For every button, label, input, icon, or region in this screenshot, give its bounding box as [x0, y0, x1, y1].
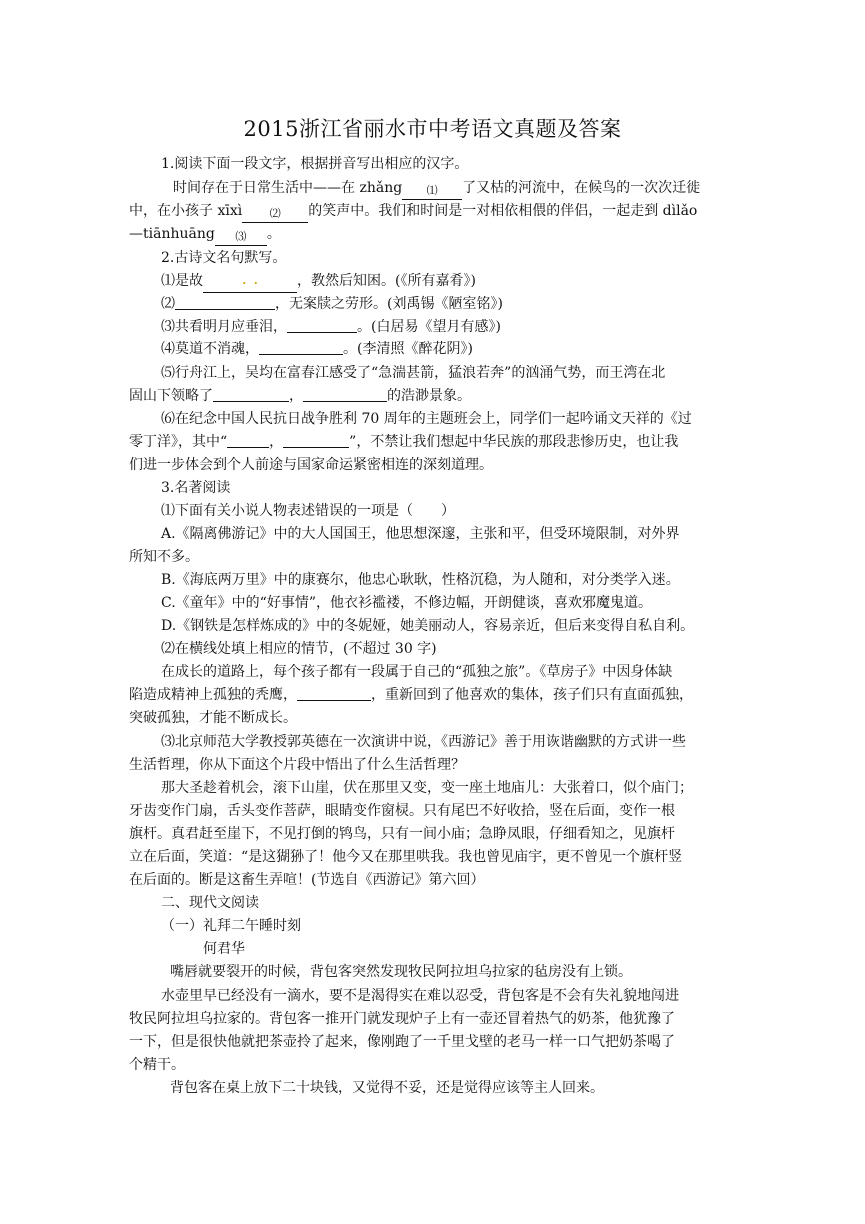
q2-item-4 [161, 340, 473, 358]
excerpt-line-2: 牙齿变作门扇，舌头变作菩萨，眼睛变作窗棂。只有尾巴不好收拾，竖在后面，变作一根 [129, 803, 675, 819]
answer-blank[interactable] [213, 387, 289, 402]
q2-item-5-line-1: ⑸行舟江上，吴均在富春江感受了“急湍甚箭，猛浪若奔”的汹涌气势，而王湾在北 [161, 365, 666, 381]
answer-blank-1[interactable]: ⑴ [402, 185, 462, 200]
q1-line-1 [173, 179, 700, 200]
q2-item-3 [161, 318, 501, 336]
excerpt-line-4: 立在后面，笑道：“是这猢狲了！他今又在那里哄我。我也曾见庙宇，更不曾见一个旗杆竖 [129, 849, 683, 865]
reading-line-6: 背包客在桌上放下二十块钱，又觉得不妥，还是觉得应该等主人回来。 [170, 1080, 604, 1096]
q2-item-5-line-2 [129, 387, 471, 405]
text: —tiānhuāng [129, 226, 215, 242]
excerpt-line-5: 在后面的。断是这畜生弄喧！(节选自《西游记》第六回） [129, 872, 485, 888]
q2-heading: 2.古诗文名句默写。 [161, 250, 287, 266]
text: 中，在小孩子 xīxì [129, 203, 243, 219]
text: ，重新回到了他喜欢的集体，孩子们只有直面孤独， [371, 687, 693, 703]
emphasis-dots-icon: · · [242, 277, 258, 290]
answer-blank-3[interactable]: ⑶ [215, 231, 267, 246]
excerpt-line-1: 那大圣趁着机会，滚下山崖，伏在那里又变，变一座土地庙儿：大张着口，似个庙门； [161, 780, 693, 796]
answer-blank[interactable] [175, 295, 275, 310]
text: ⑵ [161, 296, 175, 312]
q2-item-2 [161, 295, 503, 313]
answer-blank[interactable] [259, 340, 343, 355]
q2-item-1 [161, 272, 476, 293]
text: ， [269, 434, 284, 450]
q2-item-6-line-1: ⑹在纪念中国人民抗日战争胜利 70 周年的主题班会上，同学们一起吟诵文天祥的《过 [161, 411, 692, 427]
text: ⑴是故 [161, 273, 203, 289]
q2-item-6-line-2 [129, 433, 678, 451]
q3-part-3-line-2: 生活哲理，你从下面这个片段中悟出了什么生活哲理？ [129, 757, 465, 773]
reading-line-1: 嘴唇就要裂开的时候，背包客突然发现牧民阿拉坦乌拉家的毡房没有上锁。 [170, 964, 632, 980]
answer-blank[interactable] [203, 278, 297, 293]
reading-line-5: 个精干。 [129, 1057, 185, 1073]
text: ⑷莫道不消魂， [161, 341, 259, 357]
answer-blank[interactable] [297, 686, 371, 701]
text: 。 [266, 226, 281, 242]
q2-item-6-line-3: 们进一步体会到个人前途与国家命运紧密相连的深刻道理。 [129, 457, 493, 473]
q3-part-2-line-2 [129, 686, 693, 704]
answer-blank[interactable] [283, 433, 349, 448]
q1-heading: 1.阅读下面一段文字，根据拼音写出相应的汉字。 [161, 156, 469, 172]
text: 时间存在于日常生活中——在 zhǎng [173, 180, 403, 196]
text: ”，不禁让我们想起中华民族的那段悲惨历史，也让我 [349, 434, 679, 450]
text: ，无案牍之劳形。(刘禹锡《陋室铭》) [275, 296, 503, 312]
article-author: 何君华 [203, 941, 245, 957]
text: 的浩渺景象。 [387, 388, 471, 404]
q3-part-2-line-3: 突破孤独，才能不断成长。 [129, 710, 297, 726]
article-title: （一）礼拜二午睡时刻 [161, 918, 301, 934]
q3-part-1: ⑴下面有关小说人物表述错误的一项是（ ） [161, 503, 455, 519]
q3-part-3-line-1: ⑶北京师范大学教授郭英德在一次演讲中说，《西游记》善于用诙谐幽默的方式讲一些 [161, 734, 686, 750]
reading-line-3: 牧民阿拉坦乌拉家的。背包客一推开门就发现炉子上有一壶还冒着热气的奶茶，他犹豫了 [129, 1011, 675, 1027]
answer-blank[interactable] [227, 433, 269, 448]
text: 。(李清照《醉花阴》) [343, 341, 473, 357]
text: 了又枯的河流中，在候鸟的一次次迁徙 [462, 180, 701, 196]
answer-blank[interactable] [303, 387, 387, 402]
text: 。(白居易《望月有感》) [357, 319, 501, 335]
text: ，教然后知困。(《所有嘉肴》) [297, 273, 476, 289]
option-a-line-1: A.《隔离佛游记》中的大人国国王，他思想深邃，主张和平，但受环境限制，对外界 [161, 526, 680, 542]
text: ， [289, 388, 303, 404]
option-c: C.《童年》中的“好事情”，他衣衫褴褛，不修边幅，开朗健谈，喜欢邪魔鬼道。 [161, 595, 652, 611]
text: 固山下领略了 [129, 388, 213, 404]
reading-line-2: 水壶里早已经没有一滴水，要不是渴得实在难以忍受，背包客是不会有失礼貌地闯进 [161, 988, 679, 1004]
q3-part-2: ⑵在横线处填上相应的情节，(不超过 30 字) [161, 641, 437, 657]
text: ⑶共看明月应垂泪， [161, 319, 287, 335]
reading-line-4: 一下，但是很快他就把茶壶拎了起来，像刚跑了一千里戈壁的老马一样一口气把奶茶喝了 [129, 1034, 675, 1050]
page-title: 2015浙江省丽水市中考语文真题及答案 [243, 117, 622, 141]
text: 的笑声中。我们和时间是一对相依相偎的伴侣，一起走到 dìlǎo [308, 203, 698, 219]
q3-part-2-line-1: 在成长的道路上，每个孩子都有一段属于自己的“孤独之旅”。《草房子》中因身体缺 [161, 664, 673, 680]
option-d: D.《钢铁是怎样炼成的》中的冬妮娅，她美丽动人，容易亲近，但后来变得自私自利。 [161, 618, 695, 634]
q1-line-2 [129, 202, 697, 223]
excerpt-line-3: 旗杆。真君赶至崖下，不见打倒的鸨鸟，只有一间小庙；急睁凤眼，仔细看知之，见旗杆 [129, 826, 675, 842]
option-b: B.《海底两万里》中的康赛尔，他忠心耿耿，性格沉稳，为人随和，对分类学入迷。 [161, 572, 680, 588]
text: 零丁洋》，其中“ [129, 434, 228, 450]
answer-blank-2[interactable]: ⑵ [242, 208, 308, 223]
q1-line-3 [129, 225, 281, 246]
section-heading: 二、现代文阅读 [161, 895, 259, 911]
q3-heading: 3.名著阅读 [161, 480, 231, 496]
option-a-line-2: 所知不多。 [129, 549, 199, 565]
text: 陷造成精神上孤独的秃鹰， [129, 687, 297, 703]
answer-blank[interactable] [287, 318, 357, 333]
